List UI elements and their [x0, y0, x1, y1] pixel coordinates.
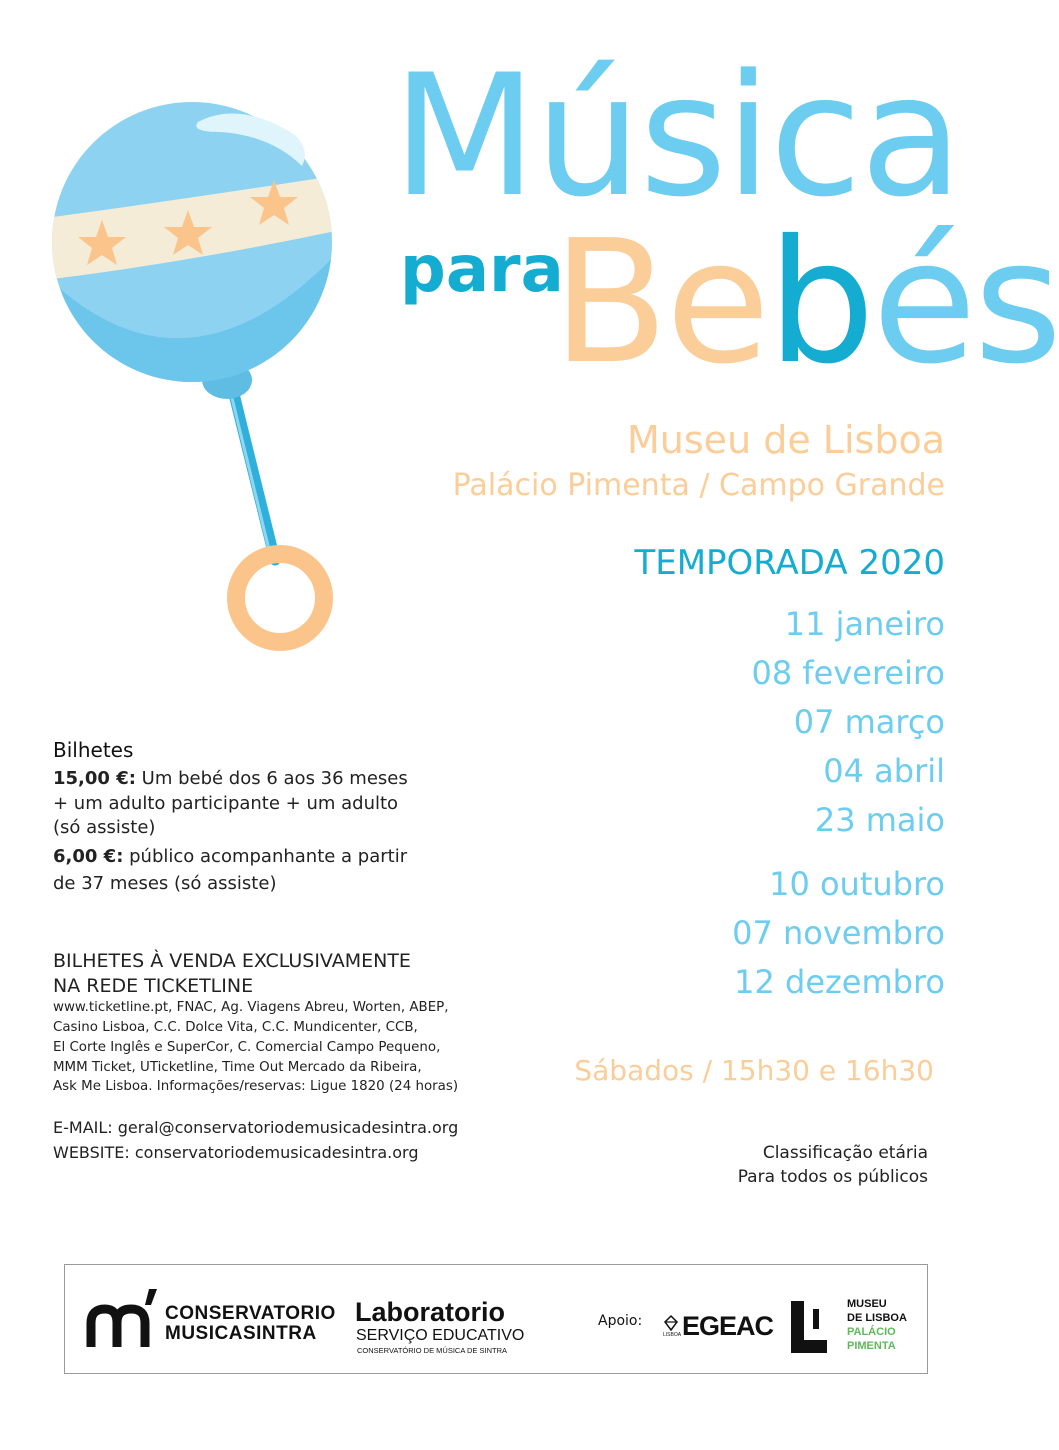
sales-point-line: Casino Lisboa, C.C. Dolce Vita, C.C. Mundicenter, CCB, — [53, 1020, 418, 1035]
sales-heading-2: NA REDE TICKETLINE — [53, 975, 254, 997]
sales-point-line: El Corte Inglês e SuperCor, C. Comercial Campo Pequeno, — [53, 1040, 441, 1055]
lisboa-crest-icon — [663, 1315, 679, 1331]
sales-point-line: www.ticketline.pt, FNAC, Ag. Viagens Abreu, Worten, ABEP, — [53, 1000, 449, 1015]
museu-logo-line3: PALÁCIO — [847, 1326, 896, 1338]
conservatorio-logo-icon — [87, 1285, 163, 1351]
contact-website[interactable]: WEBSITE: conservatoriodemusicadesintra.org — [53, 1143, 419, 1162]
laboratorio-logo-title: Laboratorio — [355, 1297, 506, 1327]
schedule-times: Sábados / 15h30 e 16h30 — [574, 1054, 934, 1087]
date-item: 07 novembro — [732, 914, 945, 952]
price-2-desc: público acompanhante a partir — [123, 846, 408, 867]
price-1-amount: 15,00 €: — [53, 768, 136, 789]
museu-logo-line4: PIMENTA — [847, 1340, 896, 1352]
date-item: 11 janeiro — [784, 605, 945, 643]
sales-heading: BILHETES À VENDA EXCLUSIVAMENTE — [53, 950, 411, 972]
date-item: 10 outubro — [769, 865, 945, 903]
egeac-logo: EGEAC — [682, 1311, 774, 1341]
egeac-small-text: LISBOA — [663, 1332, 682, 1338]
date-item: 12 dezembro — [734, 963, 945, 1001]
price-1-desc: Um bebé dos 6 aos 36 meses — [135, 768, 408, 789]
conservatorio-logo-line2: MUSICASINTRA — [165, 1323, 317, 1344]
venue-name: Museu de Lisboa — [627, 418, 945, 462]
date-item: 08 fevereiro — [751, 654, 945, 692]
laboratorio-logo-sub: SERVIÇO EDUCATIVO — [356, 1327, 525, 1344]
title-bebes — [552, 204, 1059, 402]
age-rating-value: Para todos os públicos — [737, 1167, 928, 1187]
date-item: 23 maio — [814, 801, 945, 839]
age-rating-label: Classificação etária — [762, 1143, 928, 1163]
title-musica: Música — [392, 38, 961, 234]
sales-point-line: Ask Me Lisboa. Informações/reservas: Ligue 1820 (24 horas) — [53, 1079, 459, 1094]
date-item: 04 abril — [823, 752, 945, 790]
conservatorio-logo-line1: CONSERVATORIO — [165, 1303, 336, 1324]
support-label: Apoio: — [598, 1313, 643, 1329]
sales-point-line: MMM Ticket, UTicketline, Time Out Mercado da Ribeira, — [53, 1060, 422, 1075]
tickets-title: Bilhetes — [53, 738, 134, 762]
date-item: 07 março — [793, 703, 945, 741]
ticket-price-1-line2: + um adulto participante + um adulto — [53, 793, 399, 814]
title-bebes-part3: és — [872, 204, 1059, 402]
price-2-amount: 6,00 €: — [53, 846, 124, 867]
title-para: para — [400, 233, 564, 307]
venue-place: Palácio Pimenta / Campo Grande — [452, 468, 945, 503]
title-bebes-part2: b — [767, 204, 873, 402]
ticket-price-1 — [53, 768, 408, 789]
rattle-illustration — [40, 80, 350, 660]
ticket-price-1-line3: (só assiste) — [53, 817, 156, 838]
season-title: TEMPORADA 2020 — [634, 543, 945, 583]
museu-lisboa-logo-icon — [789, 1299, 833, 1355]
museu-logo-line1: MUSEU — [847, 1298, 887, 1310]
title-bebes-part1: Be — [552, 204, 768, 402]
sponsors-box — [64, 1264, 928, 1374]
contact-email[interactable]: E-MAIL: geral@conservatoriodemusicadesintra.org — [53, 1118, 459, 1137]
museu-logo-line2: DE LISBOA — [847, 1312, 907, 1324]
ticket-price-2 — [53, 846, 407, 867]
ticket-price-2-line2: de 37 meses (só assiste) — [53, 873, 277, 894]
laboratorio-logo-sub2: CONSERVATÓRIO DE MÚSICA DE SINTRA — [357, 1346, 508, 1355]
